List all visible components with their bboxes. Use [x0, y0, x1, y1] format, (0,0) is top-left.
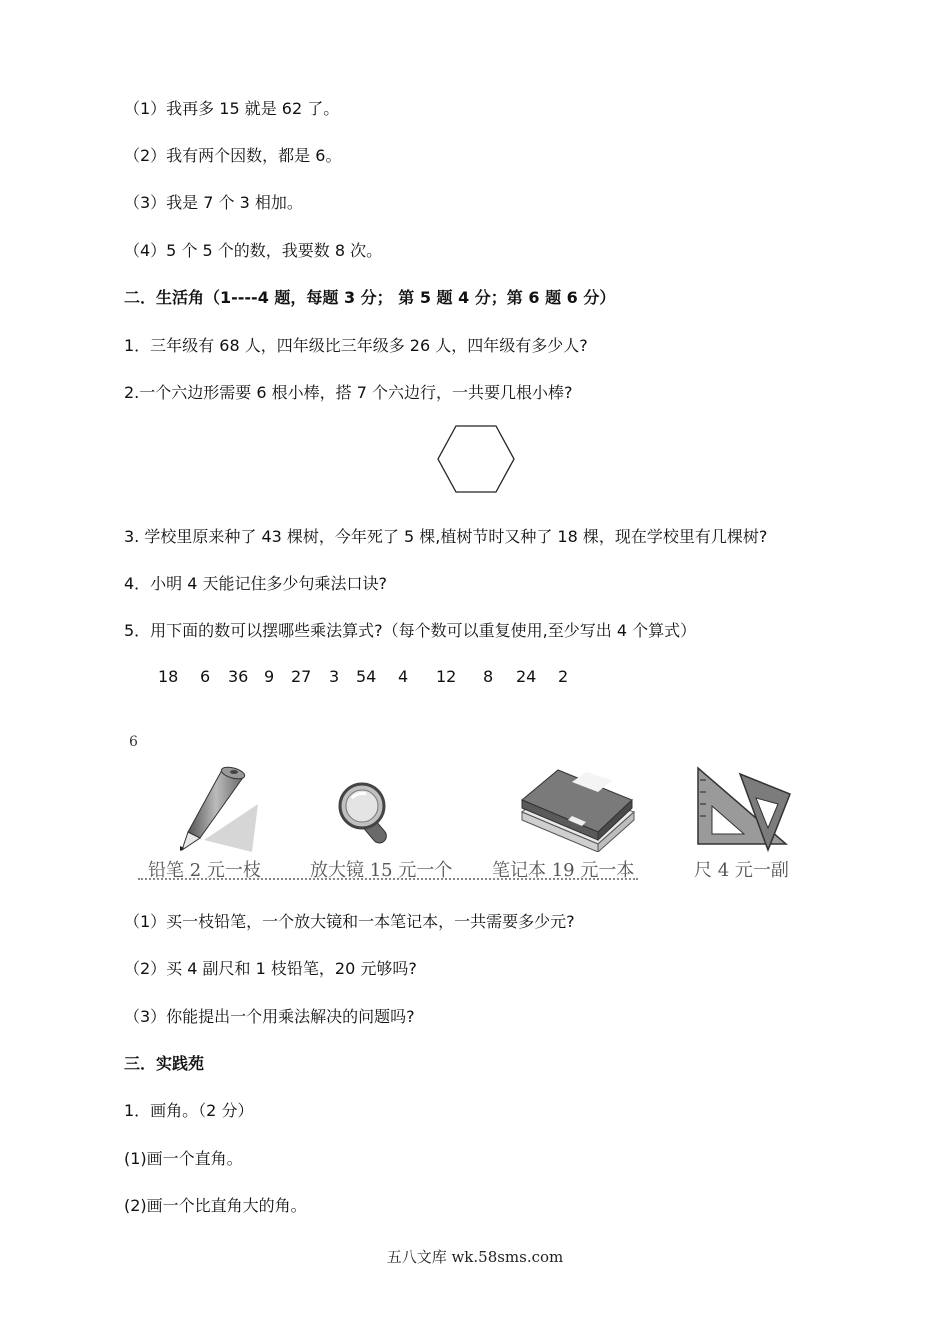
pencil-caption: 铅笔 2 元一枝 — [148, 860, 261, 881]
number-item: 9 — [264, 667, 275, 686]
section-heading-3: 三．实践苑 — [124, 1054, 205, 1073]
question-4: 4．小明 4 天能记住多少句乘法口诀? — [124, 574, 388, 593]
part1-item-4: （4）5 个 5 个的数，我要数 8 次。 — [124, 241, 383, 260]
question-2: 2.一个六边形需要 6 根小棒，搭 7 个六边行，一共要几根小棒? — [124, 383, 573, 402]
number-item: 36 — [228, 667, 249, 686]
pencil-icon — [160, 760, 290, 852]
number-item: 27 — [291, 667, 312, 686]
ruler-caption: 尺 4 元一副 — [694, 860, 789, 881]
part1-item-1: （1）我再多 15 就是 62 了。 — [124, 99, 340, 118]
question-1: 1．三年级有 68 人，四年级比三年级多 26 人，四年级有多少人? — [124, 336, 588, 355]
question-6-sub-3: （3）你能提出一个用乘法解决的问题吗? — [124, 1007, 415, 1026]
number-item: 8 — [483, 667, 494, 686]
number-item: 4 — [398, 667, 409, 686]
question-6-sub-2: （2）买 4 副尺和 1 枝铅笔，20 元够吗? — [124, 959, 417, 978]
number-item: 12 — [436, 667, 457, 686]
part1-item-2: （2）我有两个因数，都是 6。 — [124, 146, 342, 165]
number-item: 24 — [516, 667, 537, 686]
notebook-icon — [512, 760, 642, 852]
number-item: 18 — [158, 667, 179, 686]
number-item: 2 — [558, 667, 569, 686]
section-heading-2: 二．生活角（1----4 题，每题 3 分； 第 5 题 4 分；第 6 题 6 分） — [124, 288, 616, 307]
number-item: 54 — [356, 667, 377, 686]
number-item: 6 — [200, 667, 211, 686]
ruler-icon — [690, 760, 820, 852]
question-3: 3. 学校里原来种了 43 棵树，今年死了 5 棵,植树节时又种了 18 棵，现在学校里有几棵树? — [124, 527, 768, 546]
footer-watermark: 五八文库 wk.58sms.com — [386, 1248, 564, 1266]
question-6-sub-1: （1）买一枝铅笔，一个放大镜和一本笔记本，一共需要多少元? — [124, 912, 575, 931]
part1-item-3: （3）我是 7 个 3 相加。 — [124, 193, 303, 212]
question-5: 5．用下面的数可以摆哪些乘法算式?（每个数可以重复使用,至少写出 4 个算式） — [124, 621, 697, 640]
notebook-caption: 笔记本 19 元一本 — [492, 860, 635, 881]
practice-question-1: 1．画角。（2 分） — [124, 1101, 254, 1120]
number-item: 3 — [329, 667, 340, 686]
magnifier-caption: 放大镜 15 元一个 — [310, 860, 453, 881]
question-6-number: 6 — [129, 734, 138, 750]
practice-sub-2: (2)画一个比直角大的角。 — [124, 1196, 307, 1215]
image-edge-divider — [138, 878, 638, 886]
magnifier-icon — [320, 760, 450, 852]
hexagon-figure — [436, 424, 516, 494]
practice-sub-1: (1)画一个直角。 — [124, 1149, 243, 1168]
